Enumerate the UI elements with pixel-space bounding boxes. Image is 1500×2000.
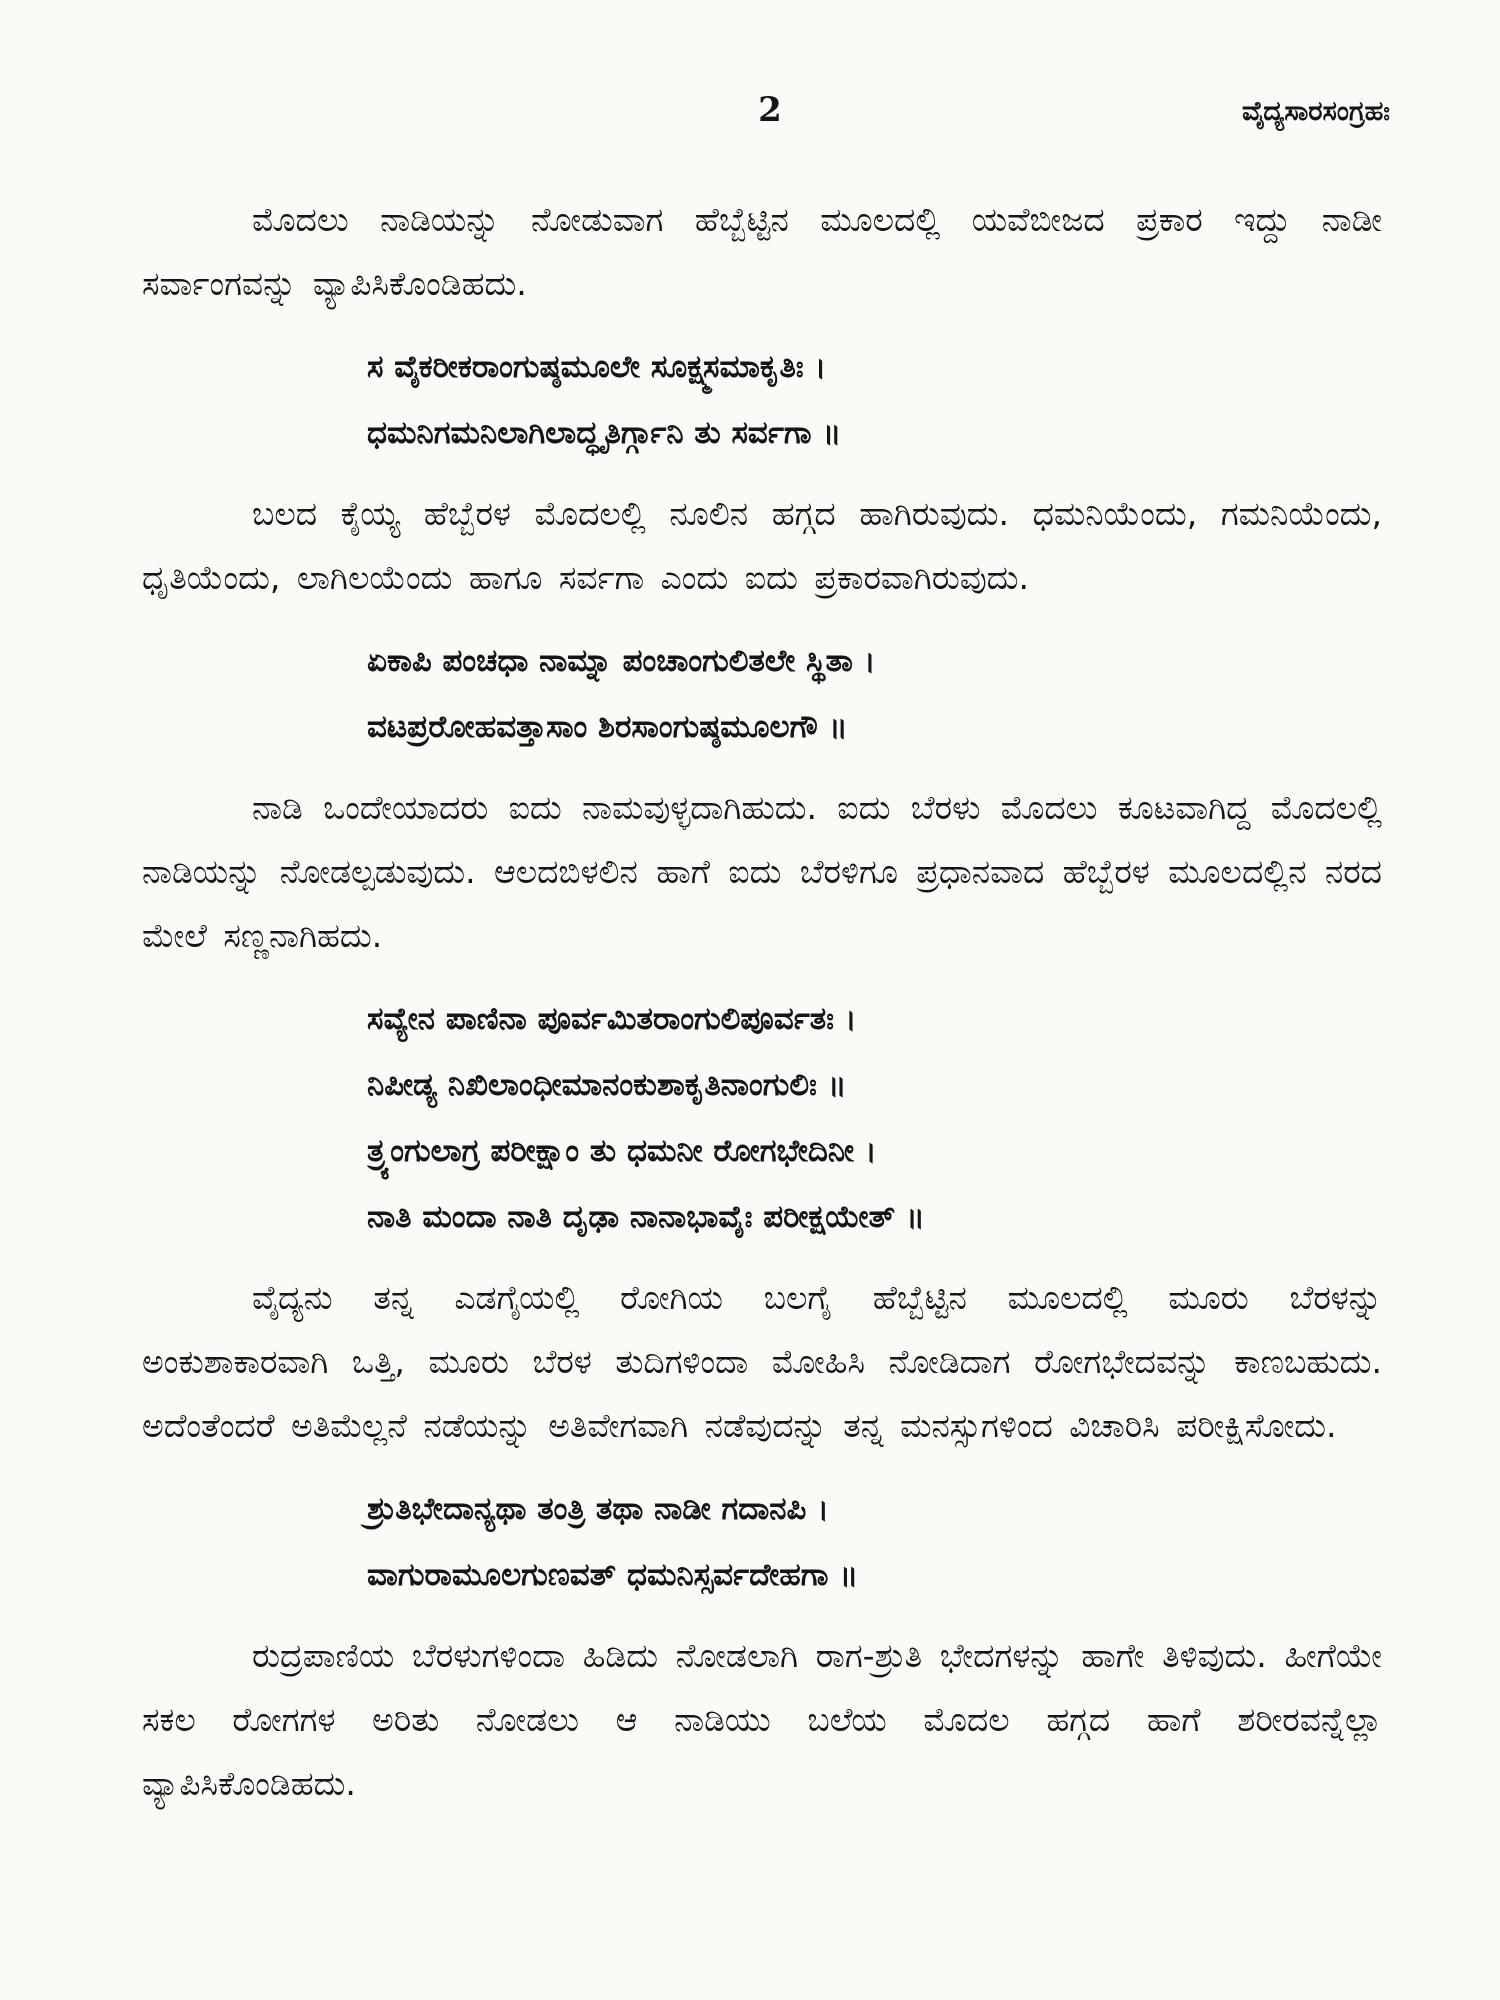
paragraph-2: ಬಲದ ಕೈಯ್ಯ ಹೆಬ್ಬೆರಳ ಮೊದಲಲ್ಲಿ ನೂಲಿನ ಹಗ್ಗದ ಹಾಗಿರುವುದು. ಧಮನಿಯೆಂದು, ಗಮನಿಯೆಂದು, ಧೃತಿಯೆಂದು, ಲಾಗಿಲಯೆಂದು ಹಾಗೂ ಸರ್ವಗಾ ಎಂದು ಐದು ಪ್ರಕಾರವಾಗಿರುವುದು.	[142, 494, 1382, 597]
verse-line: ಸವ್ಯೇನ ಪಾಣಿನಾ ಪೂರ್ವಮಿತರಾಂಗುಲಿಪೂರ್ವತಃ ।	[367, 1001, 857, 1037]
verse-line: ಏಕಾಪಿ ಪಂಚಧಾ ನಾಮ್ನಾ ಪಂಚಾಂಗುಲಿತಲೇ ಸ್ಥಿತಾ ।	[367, 643, 876, 679]
paragraph-4: ವೈದ್ಯನು ತನ್ನ ಎಡಗೈಯಲ್ಲಿ ರೋಗಿಯ ಬಲಗೈ ಹೆಬ್ಬೆಟ್ಟಿನ ಮೂಲದಲ್ಲಿ ಮೂರು ಬೆರಳನ್ನು ಅಂಕುಶಾಕಾರವಾಗಿ ಒತ್ತಿ, ಮೂರು ಬೆರಳ ತುದಿಗಳಿಂದಾ ಮೋಹಿಸಿ ನೋಡಿದಾಗ ರೋಗಭೇದವನ್ನು ಕಾಣಬಹುದು. ಅದೆಂತೆಂದರೆ ಅತಿಮೆಲ್ಲನೆ ನಡೆಯನ್ನು ಅತಿವೇಗವಾಗಿ ನಡೆವುದನ್ನು ತನ್ನ ಮನಸ್ಸುಗಳಿಂದ ವಿಚಾರಿಸಿ ಪರೀಕ್ಷಿಸೋದು.	[142, 1278, 1382, 1445]
verse-line: ನಾತಿ ಮಂದಾ ನಾತಿ ದೃಢಾ ನಾನಾಭಾವೈಃ ಪರೀಕ್ಷಯೇತ್ ॥	[367, 1199, 925, 1235]
verse-2	[142, 628, 1382, 760]
verse-line: ವಟಪ್ರರೋಹವತ್ತಾಸಾಂ ಶಿರಸಾಂಗುಷ್ಠಮೂಲಗೌ ॥	[367, 709, 848, 745]
verse-line: ನಿಪೀಡ್ಯ ನಿಖಿಲಾಂಧೀಮಾನಂಕುಶಾಕೃತಿನಾಂಗುಲಿಃ ॥	[367, 1067, 847, 1103]
verse-line: ಶ್ರುತಿಭೇದಾನ್ಯಥಾ ತಂತ್ರಿ ತಥಾ ನಾಡೀ ಗದಾನಪಿ ।	[367, 1491, 829, 1527]
page-number: 2	[758, 90, 782, 130]
verse-4	[142, 1476, 1382, 1608]
running-title: ವೈದ್ಯಸಾರಸಂಗ್ರಹಃ	[1241, 96, 1390, 127]
verse-3	[142, 986, 1382, 1250]
verse-line: ಸ ವೈಕರೀಕರಾಂಗುಷ್ಠಮೂಲೇ ಸೂಕ್ಷ್ಮಸಮಾಕೃತಿಃ ।	[367, 349, 827, 385]
verse-line: ವಾಗುರಾಮೂಲಗುಣವತ್ ಧಮನಿಸ್ಸರ್ವದೇಹಗಾ ॥	[367, 1557, 859, 1593]
body-text	[142, 188, 1382, 1834]
paragraph-1: ಮೊದಲು ನಾಡಿಯನ್ನು ನೋಡುವಾಗ ಹೆಬ್ಬೆಟ್ಟಿನ ಮೂಲದಲ್ಲಿ ಯವೆಬೀಜದ ಪ್ರಕಾರ ಇದ್ದು ನಾಡೀ ಸರ್ವಾಂಗವನ್ನು ವ್ಯಾಪಿಸಿಕೊಂಡಿಹದು.	[142, 200, 1382, 303]
verse-1	[142, 334, 1382, 466]
verse-line: ಧಮನಿಗಮನಿಲಾಗಿಲಾದ್ಧೃತಿರ್ಗ್ಗಾನಿ ತು ಸರ್ವಗಾ ॥	[367, 415, 842, 451]
verse-line: ತ್ರ್ಯಂಗುಲಾಗ್ರ ಪರೀಕ್ಷಾಂ ತು ಧಮನೀ ರೋಗಭೇದಿನೀ ।	[367, 1133, 877, 1169]
paragraph-3: ನಾಡಿ ಒಂದೇಯಾದರು ಐದು ನಾಮವುಳ್ಳದಾಗಿಹುದು. ಐದು ಬೆರಳು ಮೊದಲು ಕೂಟವಾಗಿದ್ದ ಮೊದಲಲ್ಲಿ ನಾಡಿಯನ್ನು ನೋಡಲ್ಪಡುವುದು. ಆಲದಬಿಳಲಿನ ಹಾಗೆ ಐದು ಬೆರಳಿಗೂ ಪ್ರಧಾನವಾದ ಹೆಬ್ಬೆರಳ ಮೂಲದಲ್ಲಿನ ನರದ ಮೇಲೆ ಸಣ್ಣನಾಗಿಹದು.	[142, 788, 1382, 955]
paragraph-5: ರುದ್ರಪಾಣಿಯ ಬೆರಳುಗಳಿಂದಾ ಹಿಡಿದು ನೋಡಲಾಗಿ ರಾಗ-ಶ್ರುತಿ ಭೇದಗಳನ್ನು ಹಾಗೇ ತಿಳಿವುದು. ಹೀಗೆಯೇ ಸಕಲ ರೋಗಗಳ ಅರಿತು ನೋಡಲು ಆ ನಾಡಿಯು ಬಲೆಯ ಮೊದಲ ಹಗ್ಗದ ಹಾಗೆ ಶರೀರವನ್ನೆಲ್ಲಾ ವ್ಯಾಪಿಸಿಕೊಂಡಿಹದು.	[142, 1636, 1382, 1803]
